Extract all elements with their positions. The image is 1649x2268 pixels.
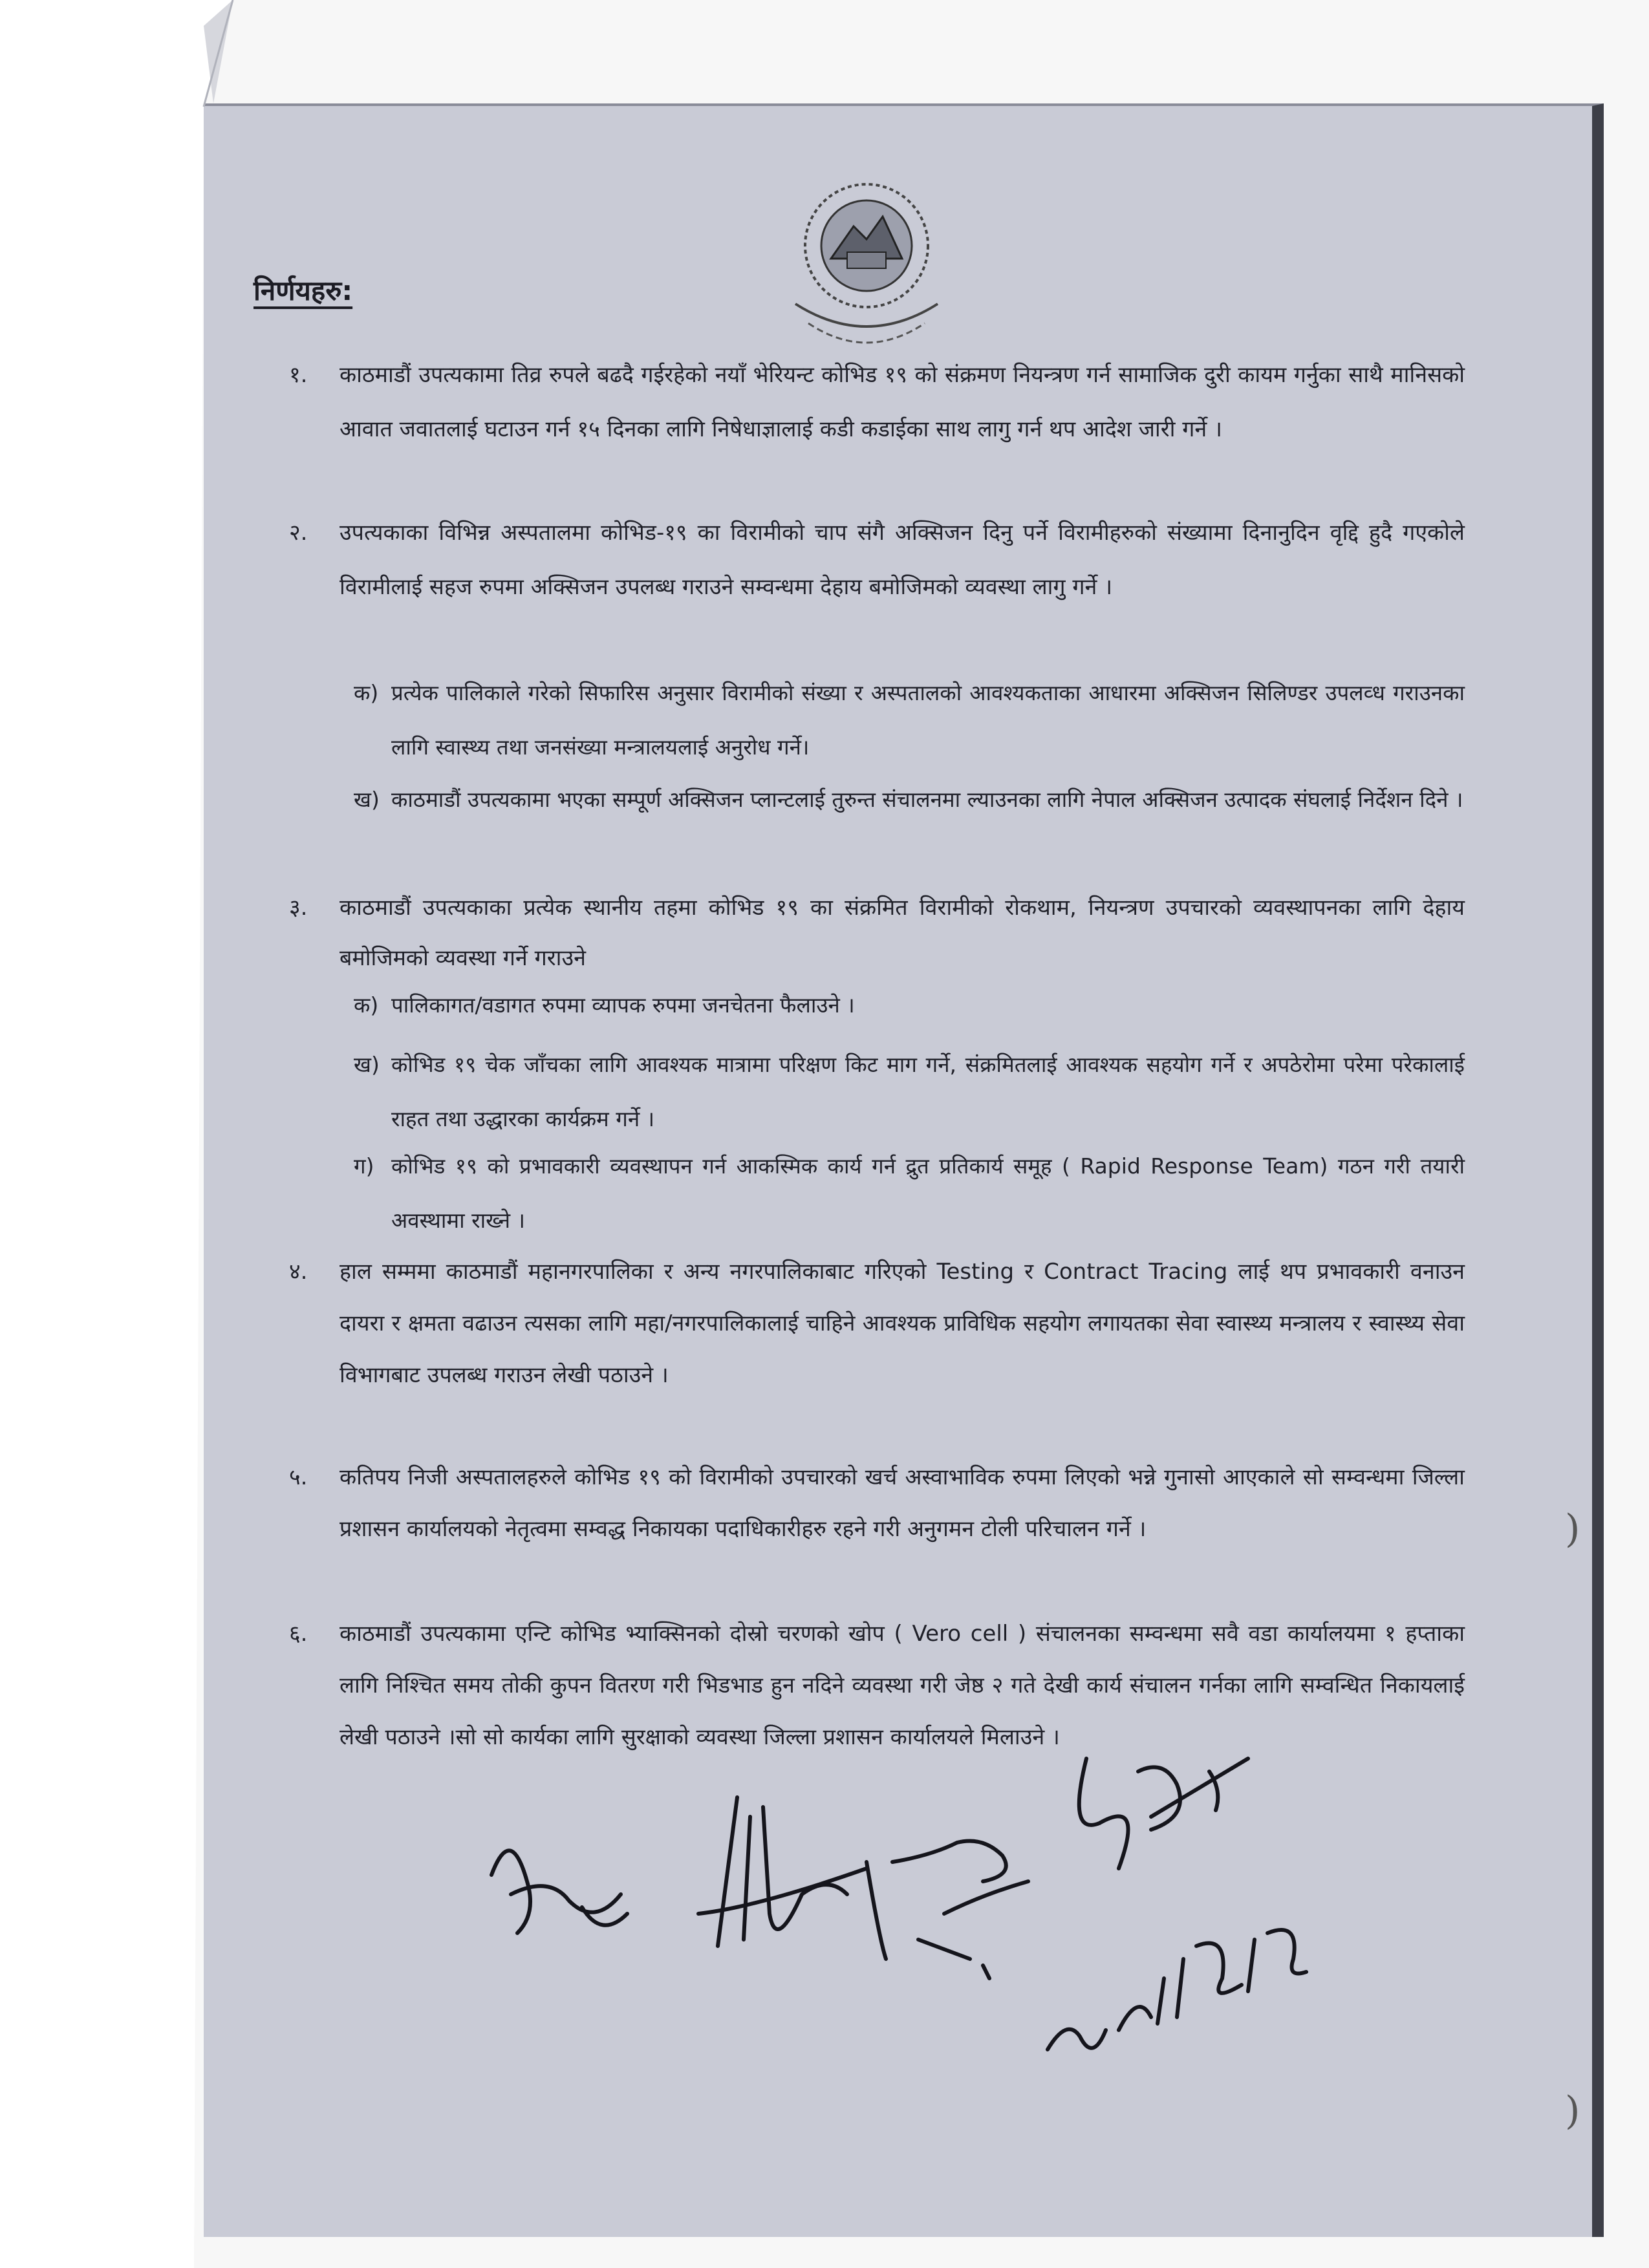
signature-3 [867, 1841, 1028, 1979]
decision-text: कतिपय निजी अस्पतालहरुले कोभिड १९ को विरामीको उपचारको खर्च अस्वाभाविक रुपमा लिएको भन्ने गुनासो आएकाले सो सम्वन्धमा जिल्ला प्रशासन कार्यालयको नेतृत्वमा सम्वद्ध निकायका पदाधिकारीहरु रहने गरी अनुगमन टोली परिचालन गर्ने । [339, 1464, 1465, 1542]
decision-number: ४. [289, 1259, 308, 1285]
decision-text: काठमाडौं उपत्यकाका प्रत्येक स्थानीय तहमा कोभिड १९ का संक्रमित विरामीको रोकथाम, नियन्त्रण उपचारको व्यवस्थापनका लागि देहाय बमोजिमको व्यवस्था गर्ने गराउने [339, 895, 1465, 971]
sub-item-letter: क) [354, 992, 379, 1018]
sub-item-text: काठमाडौं उपत्यकामा भएका सम्पूर्ण अक्सिजन प्लान्टलाई तुरुन्त संचालनमा ल्याउनका लागि नेपाल अक्सिजन उत्पादक संघलाई निर्देशन दिने । [391, 787, 1463, 812]
sub-item [354, 1139, 1465, 1248]
decision-item [289, 348, 1465, 456]
decision-text: उपत्यकाका विभिन्न अस्पतालमा कोभिड-१९ का विरामीको चाप संगै अक्सिजन दिनु पर्ने विरामीहरुको संख्यामा दिनानुदिन वृद्दि हुदै गएकोले विरामीलाई सहज रुपमा अक्सिजन उपलब्ध गराउने सम्वन्धमा देहाय बमोजिमको व्यवस्था लागु गर्ने । [339, 520, 1465, 600]
decision-number: ६. [289, 1621, 308, 1647]
decision-item [289, 1608, 1465, 1763]
sub-item-letter: ग) [354, 1153, 374, 1179]
sub-item-letter: ख) [354, 1052, 380, 1077]
decision-item [289, 1246, 1465, 1401]
scan-margin-mark: ) [1565, 2088, 1580, 2134]
decision-item [289, 506, 1465, 614]
sub-item-text: पालिकागत/वडागत रुपमा व्यापक रुपमा जनचेतना फैलाउने । [391, 992, 855, 1018]
sub-item-text: कोभिड १९ को प्रभावकारी व्यवस्थापन गर्न आकस्मिक कार्य गर्न द्रुत प्रतिकार्य समूह ( Rapid Response Team) गठन गरी तयारी अवस्थामा राख्ने । [391, 1153, 1465, 1233]
sub-item-letter: ख) [354, 787, 380, 812]
scan-margin-mark: ) [1565, 1506, 1580, 1552]
signature-4 [1079, 1759, 1248, 1868]
decision-number: १. [289, 362, 308, 388]
government-seal [770, 175, 964, 369]
sub-item-text: प्रत्येक पालिकाले गरेको सिफारिस अनुसार विरामीको संख्या र अस्पतालको आवश्यकताका आधारमा अक्सिजन सिलिण्डर उपलव्ध गराउनका लागि स्वास्थ्य तथा जनसंख्या मन्त्रालयलाई अनुरोध गर्ने। [391, 680, 1465, 760]
signatures [466, 1746, 1371, 2082]
decision-item [289, 1451, 1465, 1555]
decision-number: २. [289, 520, 308, 546]
decision-text: हाल सम्ममा काठमाडौं महानगरपालिका र अन्य नगरपालिकाबाट गरिएको Testing र Contract Tracing लाई थप प्रभावकारी वनाउन दायरा र क्षमता वढाउन त्यसका लागि महा/नगरपालिकालाई चाहिने आवश्यक प्राविधिक सहयोग लगायतका सेवा स्वास्थ्य मन्त्रालय र स्वास्थ्य सेवा विभागबाट उपलब्ध गराउन लेखी पठाउने । [339, 1259, 1465, 1388]
signature-1 [491, 1850, 627, 1933]
signature-2 [698, 1797, 867, 1946]
sub-item-letter: क) [354, 680, 379, 705]
decisions-heading: निर्णयहरु: [253, 275, 353, 306]
sub-item [354, 666, 1465, 775]
decision-item [289, 883, 1465, 983]
signature-date-handwritten [1048, 1930, 1306, 2049]
sub-item [354, 978, 1465, 1032]
decision-text: काठमाडौं उपत्यकामा एन्टि कोभिड भ्याक्सिनको दोस्रो चरणको खोप ( Vero cell ) संचालनका सम्वन्धमा सवै वडा कार्यालयमा १ हप्ताका लागि निश्चित समय तोकी कुपन वितरण गरी भिडभाड हुन नदिने व्यवस्था गरी जेष्ठ २ गते देखी कार्य संचालन गर्नका लागि सम्वन्धित निकायलाई लेखी पठाउने ।सो सो कार्यका लागि सुरक्षाको व्यवस्था जिल्ला प्रशासन कार्यालयले मिलाउने । [339, 1621, 1465, 1750]
decision-number: ३. [289, 895, 308, 921]
sub-item [354, 773, 1465, 827]
decision-text: काठमाडौं उपत्यकामा तिव्र रुपले बढदै गईरहेको नयाँ भेरियन्ट कोभिड १९ को संक्रमण नियन्त्रण गर्न सामाजिक दुरी कायम गर्नुका साथै मानिसको आवात जवातलाई घटाउन गर्न १५ दिनका लागि निषेधाज्ञालाई कडी कडाईका साथ लागु गर्न थप आदेश जारी गर्ने । [339, 362, 1465, 442]
sub-item [354, 1038, 1465, 1146]
decision-number: ५. [289, 1464, 308, 1490]
sub-item-text: कोभिड १९ चेक जाँचका लागि आवश्यक मात्रामा परिक्षण किट माग गर्ने, संक्रमितलाई आवश्यक सहयोग गर्ने र अपठेरोमा परेमा परेकालाई राहत तथा उद्धारका कार्यक्रम गर्ने । [391, 1052, 1465, 1131]
